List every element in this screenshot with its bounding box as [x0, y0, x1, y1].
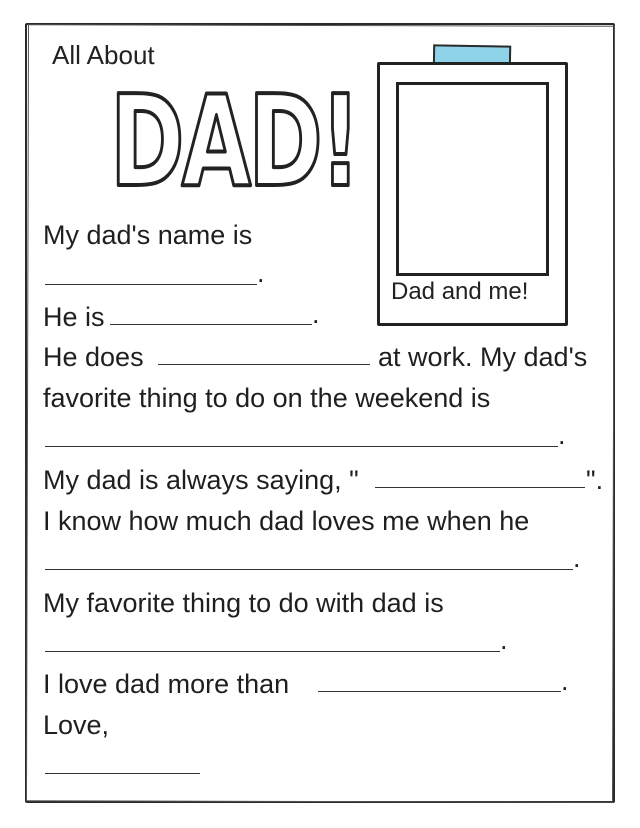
- period: .: [558, 420, 566, 450]
- period: .: [500, 625, 508, 655]
- period: .: [312, 299, 320, 329]
- blank-he-does[interactable]: [158, 364, 370, 365]
- blank-love-more[interactable]: [318, 691, 561, 692]
- dad-title-graphic: [110, 68, 370, 215]
- prompt-he-does: He does: [43, 342, 144, 372]
- blank-dad-name[interactable]: [45, 284, 257, 285]
- blank-signature[interactable]: [45, 773, 200, 774]
- photo-caption: Dad and me!: [391, 278, 529, 305]
- period: .: [257, 258, 265, 288]
- photo-box[interactable]: [396, 82, 549, 276]
- blank-weekend[interactable]: [45, 446, 558, 447]
- period: .: [561, 666, 569, 696]
- subtitle: All About: [52, 40, 155, 70]
- prompt-favorite-weekend: favorite thing to do on the weekend is: [43, 383, 491, 413]
- prompt-loves-me: I know how much dad loves me when he: [43, 506, 530, 536]
- saying-end: ".: [586, 465, 604, 495]
- prompt-love-more: I love dad more than: [43, 669, 290, 699]
- blank-loves-me[interactable]: [45, 569, 573, 570]
- blank-saying[interactable]: [375, 487, 585, 488]
- prompt-at-work: at work. My dad's: [378, 342, 588, 372]
- prompt-he-is: He is: [43, 302, 105, 332]
- prompt-name: My dad's name is: [43, 220, 253, 250]
- dad-title: DAD!: [110, 68, 358, 215]
- prompt-favorite-with-dad: My favorite thing to do with dad is: [43, 588, 444, 618]
- prompt-love: Love,: [43, 710, 110, 740]
- blank-favorite-with-dad[interactable]: [45, 651, 500, 652]
- blank-he-is[interactable]: [110, 324, 312, 325]
- prompt-always-saying: My dad is always saying, ": [43, 465, 359, 495]
- period: .: [573, 543, 581, 573]
